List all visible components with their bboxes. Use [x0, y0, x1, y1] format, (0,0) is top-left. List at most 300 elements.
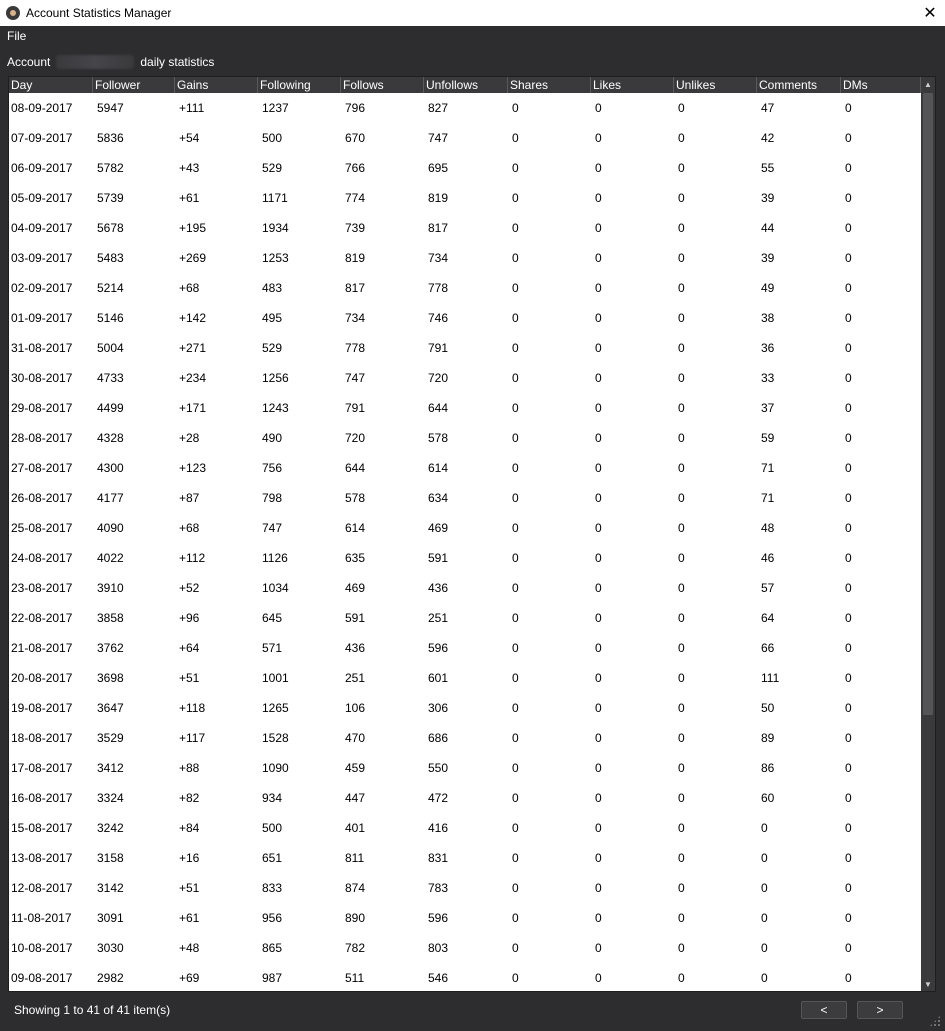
table-row[interactable] — [9, 813, 921, 843]
table-cell-follower: 5947 — [97, 101, 124, 115]
table-row[interactable] — [9, 543, 921, 573]
table-cell-follower: 5146 — [97, 311, 124, 325]
table-cell-day: 21-08-2017 — [11, 641, 73, 655]
table-cell-unfollows: 596 — [428, 911, 449, 925]
table-cell-following: 1934 — [262, 221, 289, 235]
table-cell-follower: 3910 — [97, 581, 124, 595]
table-cell-following: 1126 — [262, 551, 288, 565]
table-cell-unfollows: 306 — [428, 701, 449, 715]
table-row[interactable] — [9, 453, 921, 483]
table-cell-unfollows: 601 — [428, 671, 449, 685]
table-cell-comments: 71 — [761, 491, 775, 505]
table-cell-day: 19-08-2017 — [11, 701, 73, 715]
table-cell-gains: +82 — [179, 791, 200, 805]
table-body — [9, 93, 921, 992]
table-cell-shares: 0 — [512, 761, 519, 775]
table-cell-shares: 0 — [512, 551, 519, 565]
table-cell-day: 28-08-2017 — [11, 431, 73, 445]
table-cell-follower: 4328 — [97, 431, 124, 445]
table-cell-gains: +88 — [179, 761, 200, 775]
table-cell-dms: 0 — [845, 671, 852, 685]
table-row[interactable] — [9, 663, 921, 693]
table-cell-follows: 447 — [345, 791, 366, 805]
table-cell-day: 03-09-2017 — [11, 251, 73, 265]
table-cell-following: 1237 — [262, 101, 289, 115]
table-cell-follower: 3858 — [97, 611, 124, 625]
table-cell-follows: 436 — [345, 641, 366, 655]
table-cell-comments: 36 — [761, 341, 775, 355]
table-cell-follows: 578 — [345, 491, 366, 505]
table-cell-gains: +111 — [179, 101, 205, 115]
column-header-likes[interactable]: Likes — [591, 77, 674, 93]
table-cell-shares: 0 — [512, 791, 519, 805]
table-cell-follower: 3158 — [97, 851, 124, 865]
table-cell-dms: 0 — [845, 851, 852, 865]
table-cell-shares: 0 — [512, 731, 519, 745]
statistics-table — [8, 76, 936, 992]
table-row[interactable] — [9, 573, 921, 603]
table-cell-gains: +51 — [179, 671, 200, 685]
table-cell-unlikes: 0 — [678, 191, 685, 205]
table-cell-day: 24-08-2017 — [11, 551, 73, 565]
vertical-scrollbar[interactable] — [921, 77, 935, 991]
table-cell-likes: 0 — [595, 671, 602, 685]
table-cell-dms: 0 — [845, 701, 852, 715]
table-cell-unfollows: 416 — [428, 821, 449, 835]
table-cell-dms: 0 — [845, 341, 852, 355]
table-cell-follows: 251 — [345, 671, 366, 685]
table-cell-unlikes: 0 — [678, 671, 685, 685]
table-cell-likes: 0 — [595, 881, 602, 895]
table-cell-dms: 0 — [845, 911, 852, 925]
table-cell-gains: +123 — [179, 461, 207, 475]
table-cell-likes: 0 — [595, 641, 602, 655]
table-cell-unlikes: 0 — [678, 941, 685, 955]
table-row[interactable] — [9, 93, 921, 123]
table-cell-dms: 0 — [845, 581, 852, 595]
table-cell-shares: 0 — [512, 311, 519, 325]
table-cell-follows: 470 — [345, 731, 366, 745]
table-cell-following: 529 — [262, 341, 283, 355]
table-cell-dms: 0 — [845, 641, 852, 655]
table-cell-shares: 0 — [512, 881, 519, 895]
table-cell-dms: 0 — [845, 521, 852, 535]
table-cell-likes: 0 — [595, 251, 602, 265]
table-cell-day: 08-09-2017 — [11, 101, 73, 115]
table-cell-follower: 4733 — [97, 371, 124, 385]
pagination-status: Showing 1 to 41 of 41 item(s) — [14, 1003, 171, 1017]
table-cell-unlikes: 0 — [678, 221, 685, 235]
table-cell-day: 18-08-2017 — [11, 731, 73, 745]
table-cell-dms: 0 — [845, 221, 852, 235]
table-cell-day: 09-08-2017 — [11, 971, 73, 985]
table-cell-dms: 0 — [845, 101, 852, 115]
table-cell-gains: +54 — [179, 131, 200, 145]
table-row[interactable] — [9, 753, 921, 783]
table-cell-unfollows: 817 — [428, 221, 449, 235]
table-cell-follows: 511 — [345, 971, 365, 985]
table-cell-likes: 0 — [595, 161, 602, 175]
table-cell-shares: 0 — [512, 821, 519, 835]
table-cell-follower: 5836 — [97, 131, 124, 145]
table-cell-gains: +117 — [179, 731, 206, 745]
table-cell-follows: 720 — [345, 431, 366, 445]
table-cell-unlikes: 0 — [678, 101, 685, 115]
table-row[interactable] — [9, 603, 921, 633]
table-cell-comments: 37 — [761, 401, 775, 415]
table-cell-comments: 44 — [761, 221, 775, 235]
table-cell-follows: 644 — [345, 461, 366, 475]
table-cell-comments: 89 — [761, 731, 775, 745]
table-cell-shares: 0 — [512, 701, 519, 715]
table-cell-follows: 782 — [345, 941, 366, 955]
table-cell-dms: 0 — [845, 191, 852, 205]
table-cell-dms: 0 — [845, 971, 852, 985]
table-cell-day: 26-08-2017 — [11, 491, 73, 505]
table-cell-following: 1243 — [262, 401, 289, 415]
table-cell-comments: 55 — [761, 161, 775, 175]
table-cell-follower: 5214 — [97, 281, 124, 295]
table-cell-shares: 0 — [512, 161, 519, 175]
table-cell-following: 500 — [262, 821, 283, 835]
table-cell-shares: 0 — [512, 611, 519, 625]
table-cell-gains: +142 — [179, 311, 207, 325]
table-cell-likes: 0 — [595, 761, 602, 775]
footer — [0, 992, 945, 1031]
scroll-down-icon[interactable]: ▼ — [924, 979, 932, 989]
table-cell-following: 651 — [262, 851, 283, 865]
table-cell-dms: 0 — [845, 461, 852, 475]
table-cell-unfollows: 791 — [428, 341, 449, 355]
table-cell-follows: 106 — [345, 701, 366, 715]
table-cell-unfollows: 634 — [428, 491, 449, 505]
table-cell-follows: 401 — [345, 821, 366, 835]
table-cell-likes: 0 — [595, 971, 602, 985]
table-cell-shares: 0 — [512, 431, 519, 445]
table-cell-day: 05-09-2017 — [11, 191, 73, 205]
column-header-shares[interactable]: Shares — [508, 77, 591, 93]
table-row[interactable] — [9, 273, 921, 303]
table-cell-unfollows: 827 — [428, 101, 449, 115]
table-cell-comments: 86 — [761, 761, 775, 775]
table-cell-following: 747 — [262, 521, 283, 535]
table-row[interactable] — [9, 903, 921, 933]
table-cell-unlikes: 0 — [678, 791, 685, 805]
table-cell-gains: +43 — [179, 161, 200, 175]
table-cell-dms: 0 — [845, 821, 852, 835]
table-cell-day: 01-09-2017 — [11, 311, 73, 325]
table-row[interactable] — [9, 123, 921, 153]
table-cell-gains: +171 — [179, 401, 207, 415]
table-cell-likes: 0 — [595, 731, 602, 745]
table-cell-gains: +271 — [179, 341, 207, 355]
table-cell-follower: 3142 — [97, 881, 124, 895]
table-row[interactable] — [9, 423, 921, 453]
table-cell-following: 1265 — [262, 701, 289, 715]
table-cell-day: 23-08-2017 — [11, 581, 73, 595]
table-cell-unlikes: 0 — [678, 371, 685, 385]
table-cell-following: 1256 — [262, 371, 289, 385]
table-cell-likes: 0 — [595, 311, 602, 325]
table-cell-comments: 66 — [761, 641, 775, 655]
table-cell-unlikes: 0 — [678, 881, 685, 895]
previous-page-button[interactable]: < — [801, 1001, 847, 1019]
table-row[interactable] — [9, 303, 921, 333]
table-cell-day: 20-08-2017 — [11, 671, 73, 685]
table-cell-unlikes: 0 — [678, 761, 685, 775]
column-header-comments[interactable]: Comments — [757, 77, 841, 93]
table-cell-likes: 0 — [595, 401, 602, 415]
table-cell-follows: 874 — [345, 881, 366, 895]
table-row[interactable] — [9, 933, 921, 963]
table-cell-shares: 0 — [512, 641, 519, 655]
table-cell-dms: 0 — [845, 881, 852, 895]
table-cell-following: 1001 — [262, 671, 289, 685]
table-row[interactable] — [9, 393, 921, 423]
table-cell-comments: 47 — [761, 101, 775, 115]
table-cell-shares: 0 — [512, 131, 519, 145]
table-cell-comments: 42 — [761, 131, 775, 145]
table-cell-unfollows: 819 — [428, 191, 449, 205]
table-cell-dms: 0 — [845, 941, 852, 955]
table-cell-dms: 0 — [845, 281, 852, 295]
table-cell-follower: 3030 — [97, 941, 124, 955]
table-cell-gains: +68 — [179, 521, 200, 535]
table-cell-follows: 614 — [345, 521, 366, 535]
table-cell-likes: 0 — [595, 341, 602, 355]
table-cell-shares: 0 — [512, 221, 519, 235]
table-cell-unfollows: 686 — [428, 731, 449, 745]
table-cell-gains: +87 — [179, 491, 200, 505]
table-cell-following: 1528 — [262, 731, 289, 745]
table-cell-unfollows: 734 — [428, 251, 449, 265]
table-cell-unfollows: 578 — [428, 431, 449, 445]
table-cell-follows: 811 — [345, 851, 365, 865]
table-row[interactable] — [9, 693, 921, 723]
table-cell-follower: 3529 — [97, 731, 124, 745]
table-cell-day: 07-09-2017 — [11, 131, 73, 145]
table-cell-likes: 0 — [595, 431, 602, 445]
table-cell-comments: 39 — [761, 251, 775, 265]
table-cell-follower: 5782 — [97, 161, 124, 175]
table-cell-gains: +118 — [179, 701, 206, 715]
table-cell-shares: 0 — [512, 521, 519, 535]
table-cell-shares: 0 — [512, 911, 519, 925]
table-cell-following: 571 — [262, 641, 283, 655]
table-cell-follower: 5739 — [97, 191, 124, 205]
table-cell-gains: +61 — [179, 911, 200, 925]
table-cell-likes: 0 — [595, 911, 602, 925]
table-cell-comments: 111 — [761, 671, 780, 685]
table-cell-day: 11-08-2017 — [11, 911, 72, 925]
table-cell-shares: 0 — [512, 491, 519, 505]
table-cell-unfollows: 831 — [428, 851, 449, 865]
account-name-redacted — [56, 55, 134, 69]
table-cell-unlikes: 0 — [678, 431, 685, 445]
table-cell-likes: 0 — [595, 821, 602, 835]
column-header-dms[interactable]: DMs — [841, 77, 921, 93]
table-cell-dms: 0 — [845, 371, 852, 385]
table-row[interactable] — [9, 483, 921, 513]
table-cell-dms: 0 — [845, 161, 852, 175]
table-cell-following: 1034 — [262, 581, 289, 595]
table-cell-gains: +112 — [179, 551, 206, 565]
table-cell-dms: 0 — [845, 611, 852, 625]
table-row[interactable] — [9, 873, 921, 903]
table-cell-likes: 0 — [595, 131, 602, 145]
table-cell-shares: 0 — [512, 581, 519, 595]
table-cell-unlikes: 0 — [678, 731, 685, 745]
table-row[interactable] — [9, 963, 921, 992]
table-cell-follower: 4499 — [97, 401, 124, 415]
next-page-button[interactable]: > — [857, 1001, 903, 1019]
table-cell-unfollows: 695 — [428, 161, 449, 175]
table-cell-comments: 0 — [761, 911, 768, 925]
table-cell-gains: +269 — [179, 251, 207, 265]
table-cell-likes: 0 — [595, 281, 602, 295]
table-cell-likes: 0 — [595, 551, 602, 565]
table-cell-dms: 0 — [845, 401, 852, 415]
table-cell-follows: 670 — [345, 131, 366, 145]
column-header-following[interactable]: Following — [258, 77, 341, 93]
table-cell-unfollows: 546 — [428, 971, 449, 985]
table-cell-follower: 3762 — [97, 641, 124, 655]
menu-bar — [0, 26, 945, 46]
table-cell-follows: 459 — [345, 761, 366, 775]
table-cell-comments: 60 — [761, 791, 775, 805]
table-row[interactable] — [9, 363, 921, 393]
table-cell-follower: 3324 — [97, 791, 124, 805]
resize-grip-icon[interactable] — [929, 1015, 941, 1027]
table-row[interactable] — [9, 633, 921, 663]
table-cell-follows: 778 — [345, 341, 366, 355]
table-cell-gains: +52 — [179, 581, 200, 595]
table-cell-shares: 0 — [512, 941, 519, 955]
table-cell-day: 15-08-2017 — [11, 821, 73, 835]
table-cell-likes: 0 — [595, 581, 602, 595]
table-cell-following: 500 — [262, 131, 283, 145]
table-cell-following: 1253 — [262, 251, 289, 265]
table-cell-likes: 0 — [595, 611, 602, 625]
table-cell-following: 756 — [262, 461, 283, 475]
table-cell-follows: 766 — [345, 161, 366, 175]
title-bar — [0, 0, 945, 26]
app-icon — [6, 6, 20, 20]
table-cell-unlikes: 0 — [678, 341, 685, 355]
table-cell-dms: 0 — [845, 131, 852, 145]
table-cell-unlikes: 0 — [678, 401, 685, 415]
table-cell-comments: 0 — [761, 821, 768, 835]
table-cell-follows: 817 — [345, 281, 366, 295]
table-row[interactable] — [9, 783, 921, 813]
scroll-thumb[interactable] — [923, 93, 933, 715]
table-cell-unlikes: 0 — [678, 131, 685, 145]
table-row[interactable] — [9, 723, 921, 753]
table-cell-comments: 0 — [761, 941, 768, 955]
table-cell-following: 833 — [262, 881, 283, 895]
column-header-unfollows[interactable]: Unfollows — [424, 77, 508, 93]
table-cell-following: 865 — [262, 941, 283, 955]
table-cell-following: 1090 — [262, 761, 289, 775]
column-header-follows[interactable]: Follows — [341, 77, 424, 93]
table-cell-day: 17-08-2017 — [11, 761, 73, 775]
table-row[interactable] — [9, 183, 921, 213]
table-cell-following: 1171 — [262, 191, 288, 205]
table-cell-dms: 0 — [845, 311, 852, 325]
table-row[interactable] — [9, 513, 921, 543]
table-cell-shares: 0 — [512, 371, 519, 385]
table-cell-gains: +28 — [179, 431, 200, 445]
close-button[interactable]: ✕ — [923, 5, 937, 22]
table-cell-gains: +69 — [179, 971, 200, 985]
table-row[interactable] — [9, 243, 921, 273]
column-header-unlikes[interactable]: Unlikes — [674, 77, 757, 93]
table-cell-likes: 0 — [595, 851, 602, 865]
table-cell-comments: 0 — [761, 881, 768, 895]
table-cell-follower: 3091 — [97, 911, 124, 925]
table-cell-day: 27-08-2017 — [11, 461, 73, 475]
column-header-gains[interactable]: Gains — [175, 77, 258, 93]
account-header — [0, 52, 945, 72]
column-header-day[interactable]: Day — [9, 77, 93, 93]
table-cell-follower: 3242 — [97, 821, 124, 835]
table-cell-gains: +96 — [179, 611, 200, 625]
table-cell-following: 798 — [262, 491, 283, 505]
table-cell-likes: 0 — [595, 101, 602, 115]
table-cell-shares: 0 — [512, 251, 519, 265]
menu-item-file[interactable]: File — [7, 29, 27, 43]
table-cell-following: 495 — [262, 311, 283, 325]
table-cell-shares: 0 — [512, 461, 519, 475]
table-cell-following: 956 — [262, 911, 283, 925]
table-cell-gains: +234 — [179, 371, 207, 385]
table-row[interactable] — [9, 153, 921, 183]
table-cell-likes: 0 — [595, 461, 602, 475]
table-cell-shares: 0 — [512, 401, 519, 415]
scroll-up-icon[interactable]: ▲ — [924, 79, 932, 89]
table-cell-day: 30-08-2017 — [11, 371, 73, 385]
column-header-follower[interactable]: Follower — [93, 77, 175, 93]
table-cell-unfollows: 596 — [428, 641, 449, 655]
table-row[interactable] — [9, 843, 921, 873]
table-cell-unlikes: 0 — [678, 551, 685, 565]
table-cell-follower: 3412 — [97, 761, 124, 775]
table-row[interactable] — [9, 213, 921, 243]
table-cell-unlikes: 0 — [678, 851, 685, 865]
table-cell-unfollows: 747 — [428, 131, 449, 145]
table-cell-comments: 50 — [761, 701, 775, 715]
table-cell-follower: 5678 — [97, 221, 124, 235]
table-cell-unlikes: 0 — [678, 521, 685, 535]
table-cell-follows: 739 — [345, 221, 366, 235]
table-cell-day: 02-09-2017 — [11, 281, 73, 295]
table-cell-day: 13-08-2017 — [11, 851, 73, 865]
table-row[interactable] — [9, 333, 921, 363]
table-cell-day: 29-08-2017 — [11, 401, 73, 415]
table-cell-shares: 0 — [512, 851, 519, 865]
table-header — [9, 77, 921, 93]
table-cell-shares: 0 — [512, 971, 519, 985]
table-cell-gains: +51 — [179, 881, 200, 895]
table-cell-unlikes: 0 — [678, 821, 685, 835]
table-cell-unfollows: 644 — [428, 401, 449, 415]
table-cell-likes: 0 — [595, 701, 602, 715]
table-cell-follows: 635 — [345, 551, 366, 565]
table-cell-unfollows: 472 — [428, 791, 449, 805]
table-cell-unfollows: 720 — [428, 371, 449, 385]
table-cell-day: 10-08-2017 — [11, 941, 73, 955]
table-cell-comments: 64 — [761, 611, 775, 625]
